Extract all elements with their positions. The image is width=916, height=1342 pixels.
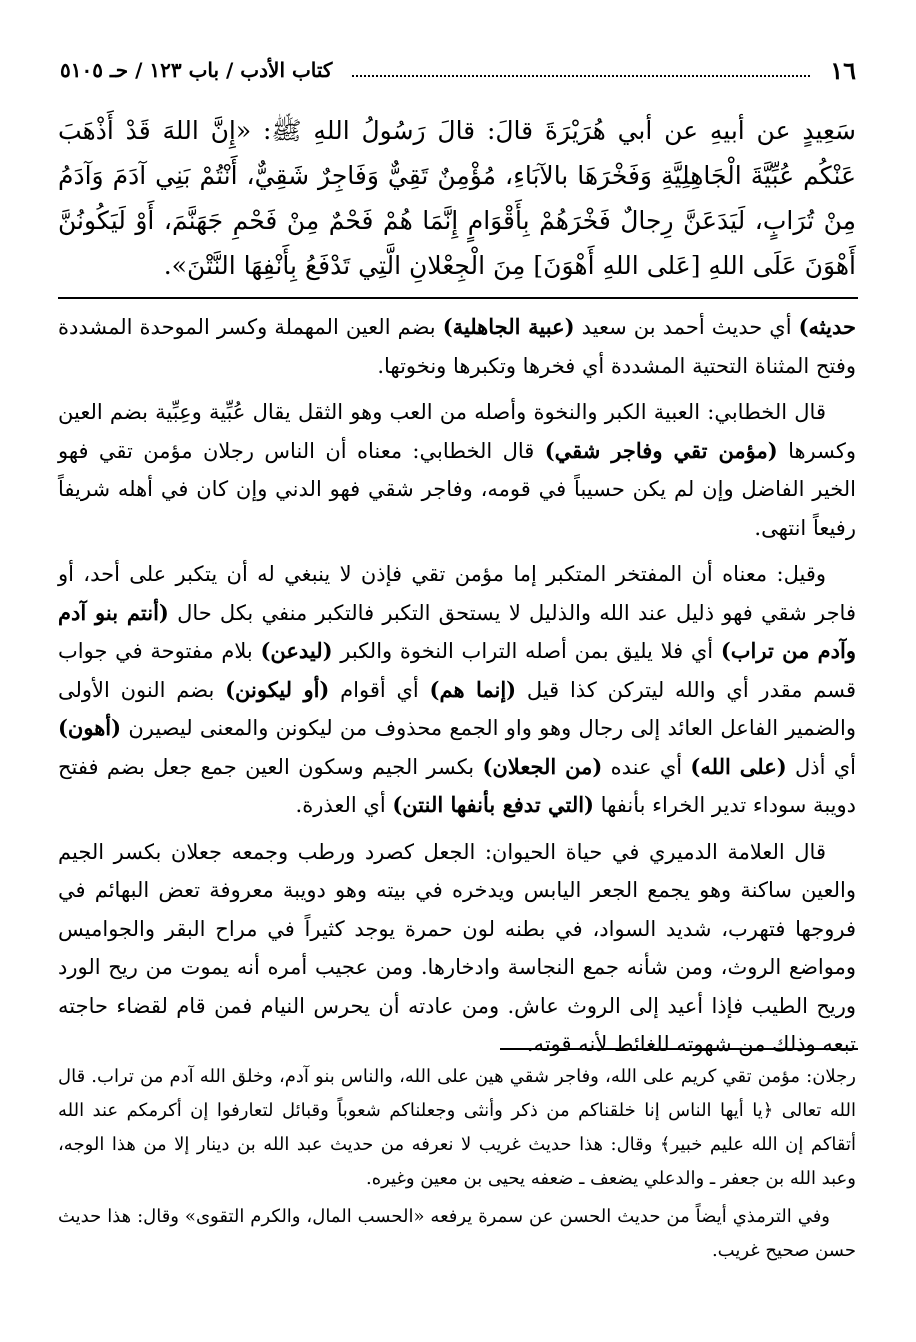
commentary-paragraph	[58, 555, 856, 825]
keyword: حديثه)	[798, 314, 856, 339]
commentary-text: أي حديث أحمد بن سعيد	[574, 315, 799, 339]
keyword: (إنما هم)	[429, 676, 517, 702]
running-title: كتاب الأدب / باب ١٢٣ / حـ ٥١٠٥	[60, 58, 333, 82]
commentary-paragraph	[58, 393, 856, 547]
commentary-text: أي أقوام	[329, 677, 430, 702]
footnote-divider	[500, 1048, 858, 1050]
hadith-text: سَعِيدٍ عن أبيهِ عن أبي هُرَيْرَةَ قالَ: قالَ رَسُولُ اللهِ ﷺ: «إِنَّ اللهَ قَدْ أَذْهَبَ عَنْكُم عُبِّيَّةَ الْجَاهِلِيَّةِ وَفَخْرَهَا بالآبَاءِ، مُؤْمِنٌ تَقِيٌّ وَفَاجِرٌ شَقِيٌّ، أَنْتُمْ بَنِي آدَمَ وَآدَمُ مِنْ تُرَابٍ، لَيَدَعَنَّ رِجالٌ فَخْرَهُمْ بِأَقْوَامٍ إِنَّمَا هُمْ فَحْمٌ مِنْ فَحْمِ جَهَنَّمَ، أَوْ لَيَكُونُنَّ أَهْوَنَ عَلَى اللهِ [عَلى اللهِ أَهْوَنَ] مِنَ الْجِعْلانِ الَّتِي تَدْفَعُ بِأَنْفِهَا النَّتْنَ».	[58, 116, 856, 280]
text-divider	[58, 297, 858, 299]
commentary-text: أي العذرة.	[295, 793, 393, 817]
keyword: (عبية الجاهلية)	[442, 314, 575, 339]
keyword: (ليدعن)	[260, 638, 333, 663]
commentary-text: أي فلا يليق بمن أصله التراب النخوة والكبر	[332, 639, 721, 663]
commentary-text: بضم العين المهملة وكسر الموحدة المشددة وفتح المثناة التحتية المشددة أي فخرها وتكبرها ونخوتها.	[58, 315, 856, 378]
commentary-paragraph: قال العلامة الدميري في حياة الحيوان: الجعل كصرد ورطب وجمعه جعلان بكسر الجيم والعين ساكنة وهو يجمع الجعر اليابس ويدخره في بيته وهو دويبة معروفة تعض البهائم في فروجها فتهرب، شديد السواد، في بطنه لون حمرة يوجد كثيراً في مراح البقر والجواميس ومواضع الروث، ومن شأنه جمع النجاسة وادخارها. ومن عجيب أمره أنه يموت من ريح الورد وريح الطيب فإذا أعيد إلى الروث عاش. ومن عادته أن يحرس النيام فمن قام لقضاء حاجته تبعه وذلك من شهوته للغائط لأنه قوته.	[58, 839, 856, 1056]
commentary-text: قال الخطابي: معناه أن الناس رجلان مؤمن تقي فهو الخير الفاضل وإن لم يكن حسيباً في قومه، وفاجر شقي فهو الدني وإن كان في أهله شريفاً رفيعاً انتهى.	[58, 438, 856, 540]
commentary-text: بلام مفتوحة في جواب قسم مقدر أي والله ليتركن كذا قيل	[58, 639, 856, 702]
keyword: (أهون)	[58, 715, 122, 740]
commentary-paragraph	[58, 308, 856, 385]
page-header	[60, 50, 856, 90]
commentary	[58, 308, 856, 1072]
keyword: (مؤمن تقي وفاجر شقي)	[544, 437, 778, 463]
keyword: (على الله)	[690, 753, 787, 779]
commentary-text: بكسر الجيم وسكون العين جمع جعل بضم ففتح دويبة سوداء تدير الخراء بأنفها	[58, 754, 856, 817]
footnote: رجلان: مؤمن تقي كريم على الله، وفاجر شقي هين على الله، والناس بنو آدم، وخلق الله آدم من تراب. قال الله تعالى ﴿يا أيها الناس إنا خلقناكم من ذكر وأنثى وجعلناكم شعوباً وقبائل لتعارفوا إن أكرمكم عند الله أتقاكم إن الله عليم خبير﴾ وقال: هذا حديث غريب لا نعرفه من حديث عبد الله بن دينار إلا من هذا الوجه، وعبد الله بن جعفر ـ والدعلي يضعف ـ ضعفه يحيى بن معين وغيره.	[58, 1066, 856, 1189]
keyword: (التي تدفع بأنفها النتن)	[392, 792, 594, 817]
page-number: ١٦	[830, 55, 856, 85]
header-dotted-leader	[352, 63, 810, 77]
commentary-text: أي أذل	[786, 754, 856, 779]
commentary-text: وقيل: معناه أن المفتخر المتكبر إما مؤمن تقي فإذن لا ينبغي له أن يتكبر على أحد، أو فاجر شقي فهو ذليل عند الله والذليل لا يستحق التكبر فالتكبر منفي بكل حال	[58, 562, 856, 625]
commentary-text: أي عنده	[602, 754, 691, 779]
keyword: (أنتم بنو آدم وآدم من تراب)	[58, 599, 857, 663]
commentary-text: بضم النون الأولى والضمير الفاعل العائد إلى رجال وهو واو الجمع محذوف من ليكونن والمعنى ليصيرن	[58, 677, 856, 740]
footnote: وفي الترمذي أيضاً من حديث الحسن عن سمرة يرفعه «الحسب المال، والكرم التقوى» وقال: هذا حديث حسن صحيح غريب.	[58, 1206, 856, 1261]
keyword: (من الجعلان)	[482, 753, 603, 779]
commentary-text: قال الخطابي: العبية الكبر والنخوة وأصله من العب وهو الثقل يقال عُبِّية وعِبِّية بضم العين وكسرها	[58, 400, 857, 463]
keyword: (أو ليكونن)	[225, 676, 330, 702]
footnotes	[58, 1060, 856, 1272]
